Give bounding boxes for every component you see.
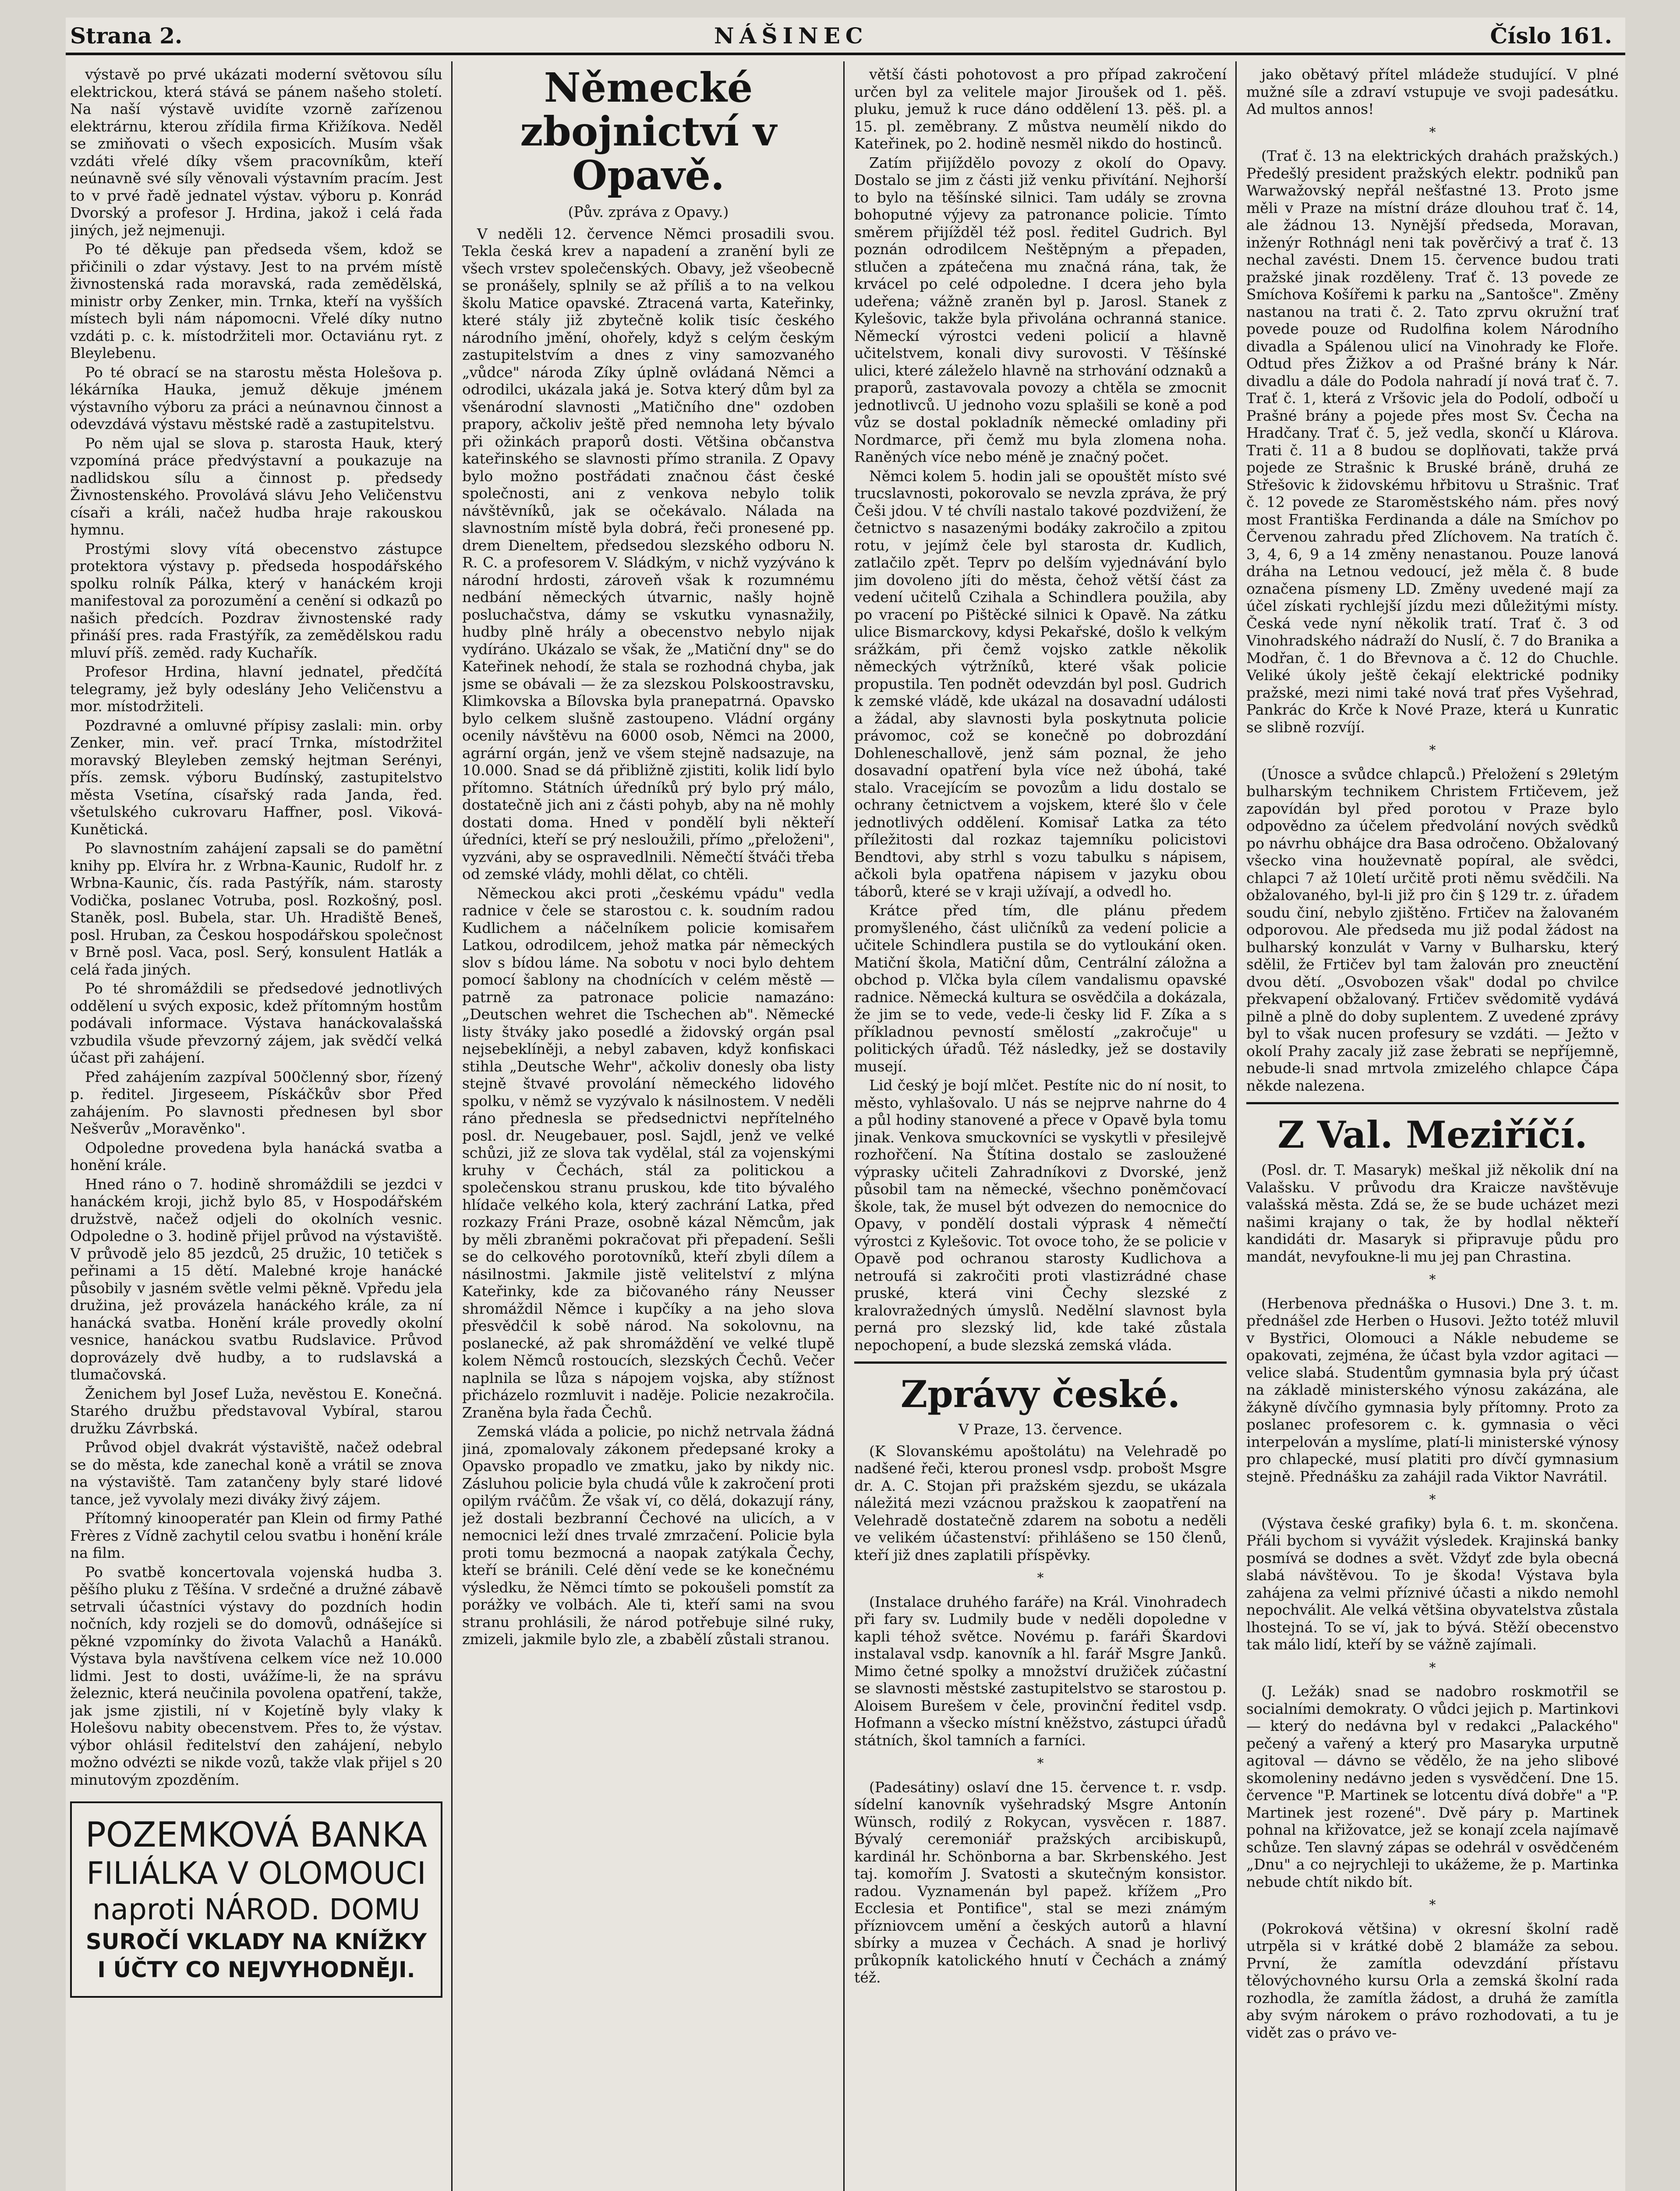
column-rule <box>451 61 453 2191</box>
article-paragraph: Přítomný kinooperatér pan Klein od firmy Pathé Frères z Vídně zachytil celou svatbu i honění krále na film. <box>70 1510 442 1561</box>
item-separator: * <box>1429 1660 1436 1676</box>
news-item: (Herbenova přednáška o Husovi.) Dne 3. t. m. přednášel zde Herben o Husovi. Ježto totéž mluvil v Bystřici, Olomouci a Nákle nebudeme se opakovati, zejména, že účast byla vzdor agitaci — velice slabá. Studentům gymnasia byla prý účast na základě ministerského výnosu zakázána, ale žákyně dívčího gymnasia byly přítomny. Proto za poslanec profesorem c. k. gymnasia o věci interpelován a myslíme, platí-li ministerské výnosy pro chlapecké, musí platiti pro dívčí gymnasium stejně. Přednášku za zahájil rada Viktor Navrátil. <box>1246 1294 1619 1485</box>
news-item: (K Slovanskému apoštolátu) na Velehradě po nadšené řeči, kterou pronesl vsdp. probošt Msgre dr. A. C. Stojan při pražském sjezdu, se ukázala náležitá mezi vzácnou pražskou k zaopatření na Velehradě dostatečně zdarem na sobotu a neděli ve velikém účastenství: přihlášeno se 150 členů, kteří již dnes zaplatili příspěvky. <box>854 1442 1227 1563</box>
news-item: jako obětavý přítel mládeže studující. V plné mužné síle a zdraví vstupuje ve svoji padesátku. Ad multos annos! <box>1246 66 1619 117</box>
column-rule <box>843 61 845 2191</box>
ad-line-location: naproti NÁROD. DOMU <box>92 1893 421 1926</box>
column-rule <box>1235 61 1237 2191</box>
article-paragraph: Po slavnostním zahájení zapsali se do pamětní knihy pp. Elvíra hr. z Wrbna-Kaunic, Rudolf hr. z Wrbna-Kaunic, čís. rada Pastýřík, nám. starosty Vodička, poslanec Votruba, posl. Rozkošný, posl. Staněk, posl. Bubela, star. Uh. Hradiště Beneš, posl. Hruban, za Českou hospodářskou společnost v Brně posl. Vaca, posl. Serý, konsulent Hatlák a celá řada jiných. <box>70 840 442 978</box>
news-item: (J. Ležák) snad se nadobro roskmotřil se socialními demokraty. O vůdci jejich p. Martinkovi — který do nedávna byl v redakci „Palackého" pečený a vařený a který pro Masaryka urputně agitoval — dávno se vědělo, že na jeho slibové skomoleniny nedávno jeden s vysvědčení. Dne 15. července "P. Martinek se lotcentu dívá dobře" a "P. Martinek jest rozené". Dvě páry p. Martinek pohnal na křižovatce, jež se konají zcela najímavě schůze. Ten slavný zápas se odehrál v osvědčeném „Dnu" a co nejrychleji to ukážeme, že p. Martinka nebude chtít nikdo bít. <box>1246 1683 1619 1890</box>
article-paragraph: Prostými slovy vítá obecenstvo zástupce protektora výstavy p. předseda hospodářského spolku rolník Pálka, který v hanáckém kroji manifestoval za porozumění a cenění si odkazů po našich předcích. Pozdrav živnostenské rady přináší pres. rada Frastýřík, za zemědělskou radu mluví příš. zeměd. rady Kuchařík. <box>70 540 442 661</box>
article-paragraph: V neděli 12. července Němci prosadili svou. Tekla česká krev a napadení a zranění byli ze všech vrstev společenských. Obavy, jež všeobecně se pronášely, splnily se až příliš a to na velkou školu Matice opavské. Ztracená varta, Kateřinky, které stály již zbytečně kolik tisíc českého národního jmění, ohořely, když s celým českým zastupitelstvím a dnes z viny samozvaného „vůdce" národa Zíky úplně ovládaná Němci a odrodilci, ukázala jaká je. Sotva který dům byl za všenárodní slavnosti „Matičního dne" ozdoben prapory, ačkoliv ještě před nemnoha lety bývalo při ožinkách praporů dosti. Většina občanstva kateřinského se slavnosti přímo stranila. Z Opavy bylo možno postřádati značnou část české společnosti, ani z venkova nebylo tolik návštěvníků, jak se očekávalo. Nálada na slavnostním místě byla dobrá, řeči pronesené pp. drem Dieneltem, předsedou slezského odboru N. R. C. a profesorem V. Sládkým, v nichž vyzýváno k národní hrdosti, zároveň však k rozumnému nedbání německých útvarnic, našly hojně posluchačstva, dámy se vskutku vynasnažily, hudby plně hrály a obecenstvo nebylo nijak vydíráno. Ukázalo se však, že „Matiční dny" se do Kateřinek nehodí, že stala se rozhodná chyba, jak jsme se obávali — že za slezskou Polskoostravsku, Klimkovska a Bílovska byla pranepatrná. Opavsko bylo celkem slušně zastoupeno. Vládní orgány ocenily návštěvu na 6000 osob, Němci na 2000, agrární orgán, jenž ve všem stejně nadsazuje, na 10.000. Snad se dá přibližně zjistiti, kolik lidí bylo přítomno. Státních úředníků prý bylo prý málo, dostatečně jich ani z části pohyb, aby na ně mohly dostati doma. Hned v pondělí byli někteří úředníci, kteří se prý nesloužili, přímo „přeloženi", vyzváni, aby se ospravedlnili. Němečtí štváči třeba od zemské vlády, mohli dělat, co chtěli. <box>462 225 835 883</box>
article-paragraph: Po té shromáždili se předsedové jednotlivých oddělení u svých exposic, kdež přítomným hostům podávali informace. Výstava hanáckovalašská vzbudila všude převzorný zájem, jak svědčí velká účast při zahájení. <box>70 980 442 1066</box>
article-paragraph: Zemská vláda a policie, po nichž netrvala žádná jiná, zpomalovaly zákonem předepsané kroky a Opavsko propadlo ve zmatku, jako by nikdy nic. Zásluhou policie byla chudá vůle k zakročení proti opilým rváčům. Že však ví, co dělá, dokazují rány, jež dostali bezbranní Čechové na ulicích, a v nemocnici leží dnes trvalé zmrzačení. Policie byla proti tomu bezmocná a naopak zatýkala Čechy, kteří se bránili. Celé dění vede se ke konečnému výsledku, že Němci tímto se pokoušeli pomstít za porážky ve volbách. Ale ti, kteří sami na svou stranu prohlásili, že národ potřebuje silné ruky, zmizeli, jakmile bylo zle, a zbabělí zůstali stranou. <box>462 1423 835 1648</box>
issue-number: Číslo 161. <box>1490 23 1612 49</box>
article-paragraph: Lid český je bojí mlčet. Pestíte nic do ní nosit, to město, vyhlašovalo. U nás se nejprve nahrne do 4 a půl hodiny stanovené a přece v Opavě byla tomu jinak. Venkova smuckovníci se vyskytli v přesilejvě rozhořčení. Na Štítina dostalo se zasloužené výprasky učiteli Zahradníkovi z Dvorské, jenž působil tam na německé, všechno poněmčovací škole, tak, že musel být odvezen do nemocnice do Opavy, v pondělí dostali výprask 4 němečtí výrostci z Kylešovic. Tot ovoce toho, že se policie v Opavě pod ochranou starosty Kudlichova a netroufá si zakročiti proti vlastizrádné chase pruské, která vini Čechy slezské z kralovražedných úmyslů. Nedělní slavnost byla perná pro slezský lid, kde také zůstala nepochopení, a bude slezská zemská vláda. <box>854 1077 1227 1354</box>
article-paragraph: Hned ráno o 7. hodině shromáždili se jezdci v hanáckém kroji, jichž bylo 85, v Hospodářském družstvě, načež odjeli do okolních vesnic. Odpoledne o 3. hodině přijel průvod na výstaviště. V průvodě jelo 85 jezdců, 25 družic, 10 tetiček s peřinami a 15 dětí. Malebné kroje hanácké působily v jasném světle velmi pěkně. Vpředu jela družina, jež provázela hanáckého krále, za ní hanácká svatba. Honění krále provedly okolní vesnice, hanáckou svatbu Rudslavice. Průvod doprovázely dvě hudby, a to rudslavská a tlumačovská. <box>70 1175 442 1383</box>
item-separator: * <box>1429 1897 1436 1913</box>
column-1 <box>70 66 442 2191</box>
article-paragraph: Krátce před tím, dle plánu předem promyšleného, část uličníků za vedení policie a učitele Schindlera pustila se do vytloukání oken. Matiční škola, Matiční dům, Centrální záložna a obchod p. Vlčka byla cílem vandalismu opavské radnice. Německá kultura se osvědčila a dokázala, že jim se to vede, vede-li česky lid F. Zíka a s příkladnou pevností smělostí „zakročuje" u politických úřadů. Též následky, jež se dostavily musejí. <box>854 902 1227 1075</box>
item-separator: * <box>1037 1571 1044 1586</box>
article-paragraph: Po svatbě koncertovala vojenská hudba 3. pěšího pluku z Těšína. V srdečné a družné zábavě setrvali účastníci výstavy do pozdních hodin nočních, kdy rozjeli se do domovů, odnášejíce si pěkné vzpomínky do života Valachů a Hanáků. Výstava byla navštívena celkem více než 10.000 lidmi. Jest to dosti, uvážíme-li, že na správu železnic, která neučinila povolena opatření, takže, jak jsme zjistili, ní v Kojetíně byly vlaky k Holešovu nabity obecenstvem. Přes to, že výstav. výbor ohlásil ředitelství den zahájení, nebylo možno odvézti se nikde vozů, takže vlak přijel s 20 minutovým zpozděním. <box>70 1563 442 1788</box>
column-3 <box>854 66 1227 2191</box>
article-paragraph: Po té obrací se na starostu města Holešova p. lékárníka Hauka, jemuž děkuje jménem výstavního výboru za práci a neúnavnou činnost a odevzdává výstavu městské radě a zastupitelstvu. <box>70 363 442 433</box>
article-paragraph: Německou akci proti „českému vpádu" vedla radnice v čele se starostou c. k. soudním radou Kudlichem a náčelníkem policie komisařem Latkou, odrodilcem, jehož matka pár německých slov s bídou láme. Na sobotu v noci bylo dehtem pomocí šablony na chodnících v celém městě — patrně za patronace policie namazáno: „Deutschen wehret die Tschechen ab". Německé listy štváky jako posedlé a židovský orgán psal nejsebeklíněji, a nebyl zabaven, když konfiskaci stihla „Deutsche Wehr", ačkoliv donesly oba listy stejně štvavé provolání německého lidového spolku, v němž se vyzývalo k násilnostem. V neděli ráno přednesla se předsednictvi nepřítelného posl. dr. Neugebauer, posl. Sajdl, jenž ve velké schůzi, již ze slova tak vydělal, stál za vojenskými kruhy v Čechách, stál za politickou a společenskou stranu pruskou, kde tito bývalého hlídače velkého kola, který zachrání Latka, před rozkazy Fráni Praze, osobně kázal Němcům, jak by měli zbraněmi pokračovat při přepadení. Sešli se do celkového porotovníků, kteří zbyli dílem a násilnostmi. Jakmile jistě velitelství z mlýna Kateřinky, kde za bičovaného rány Neusser shromáždil Němce i kupčíky a na jeho slova přesvědčil k sobě národ. Na sokolovnu, na poslanecké, až pak shromáždění ve velké tlupě kolem Němců rostoucích, slezských Čechů. Večer naplnila se lůza s nápojem vojska, aby stížnost přicházelo rozmluvit i naděje. Policie nezakročila. Zraněna byla řada Čechů. <box>462 884 835 1421</box>
ad-line-offer: SUROČÍ VKLADY NA KNÍŽKY <box>85 1929 427 1954</box>
section-headline: Zprávy české. <box>900 1372 1181 1416</box>
article-source: (Pův. zpráva z Opavy.) <box>568 203 729 220</box>
article-paragraph: Ženichem byl Josef Luža, nevěstou E. Konečná. Starého družbu představoval Vybíral, starou družku Závrbská. <box>70 1385 442 1437</box>
ad-line-offer-2: I ÚČTY CO NEJVYHODNĚJI. <box>97 1957 415 1982</box>
page-number: Strana 2. <box>70 23 183 49</box>
section-headline: Z Val. Meziříčí. <box>1277 1113 1588 1156</box>
article-headline: Německé zbojnictví v Opavě. <box>520 66 777 199</box>
column-4 <box>1246 66 1619 2191</box>
article-paragraph: Profesor Hrdina, hlavní jednatel, předčítá telegramy, jež byly odeslány Jeho Veličenstvu a mor. místodržiteli. <box>70 663 442 715</box>
section-divider <box>1246 1102 1619 1104</box>
article-paragraph: větší části pohotovost a pro případ zakročení určen byl za velitele major Jiroušek od 1. pěš. pluku, jemuž k ruce dáno oddělení 13. pěš. pl. a 15. pl. zeměbrany. Z můstva neumělí nikdo do Kateřinek, po 2. hodině nesměl nikdo do hostinců. <box>854 66 1227 152</box>
section-divider <box>854 1361 1227 1364</box>
article-paragraph: Pozdravné a omluvné přípisy zaslali: min. orby Zenker, min. veř. prací Trnka, místodržitel moravský Bleyleben zemský hejtman Serényi, přís. zemsk. výboru Budínský, zastupitelstvo města Vsetína, císařský rada Janda, řed. všetulského cukrovaru Haffner, posl. Viková-Kunětická. <box>70 716 442 838</box>
article-paragraph: Před zahájením zazpíval 500členný sbor, řízený p. ředitel. Jirgeseem, Pískáčkův sbor Před zahájením. Po slavnosti přednesen byl sbor Nešverův „Moravěnko". <box>70 1068 442 1137</box>
news-item: (Výstava české grafiky) byla 6. t. m. skončena. Přáli bychom si vyvážit výsledek. Krajinská banky posmívá se dodnes a svět. Vždyť zde byla obecná slabá návštěvou. To je škoda! Výstava byla zahájena za velmi příznivé účasti a nikdo nemohl nepochválit. Ale velká většina obyvatelstva zůstala lhostejná. To se ví, jak to bývá. Stěží obecenstvo tak málo lidí, kteří by se vážně zajímali. <box>1246 1514 1619 1653</box>
news-item: (Padesátiny) oslaví dne 15. července t. r. vsdp. sídelní kanovník vyšehradský Msgre Antonín Wünsch, rodilý z Rokycan, vysvěcen r. 1887. Bývalý ceremoniář pražských arcibiskupů, kardinál hr. Schönborna a bar. Skrbenského. Jest taj. komořím J. Svatosti a skutečným konsistor. radou. Vyznamenán byl papež. křížem „Pro Ecclesia et Pontifice", stal se mezi známým přízniovcem umění a českých autorů a hlavní sbírky a muzea v Čechách. A snad je horlivý průkopník katolického hnutí v Čechách a známý též. <box>854 1778 1227 1986</box>
news-item: (Trať č. 13 na elektrických drahách pražských.) Předešlý president pražských elektr. podniků pan Warwažovský nepřál nešťastné 13. Proto jsme měli v Praze na místní dráze dlouhou trať č. 14, ale žádnou 13. Nynější předseda, Moravan, inženýr Rothnágl neni tak pověrčivý a trať č. 13 nechal zavésti. Dnem 15. července budou trati pražské jinak rozděleny. Trať č. 13 povede ze Smíchova Košířemi k parku na „Santošce". Změny nastanou na trati č. 2. Tato zprvu okružní trať povede pouze od Rudolfina kolem Národního divadla a Spálenou ulicí na Vinohrady ke Floře. Odtud přes Žižkov a od Prašné brány k Nár. divadlu a dále do Podola nahradí jí nová trať č. 7. Trať č. 1, která z Vršovic jela do Podolí, odbočí u Prašné brány a pojede přes most Sv. Čecha na Hradčany. Trať č. 5, jež vedla, skončí u Klárova. Trati č. 11 a 8 budou se doplňovati, takže prvá pojede ze Strašnic k Bruské bráně, druhá ze Střešovic k židovskému hřbitovu u Strašnic. Trať č. 12 povede ze Staroměstského nám. přes nový most Františka Ferdinanda a dále na Smíchov po Červenou zahradu před Zlíchovem. Na tratích č. 3, 4, 6, 9 a 14 změny nenastanou. Pouze lanová dráha na Letnou vedoucí, jež měla č. 8 bude označena písmeny LD. Změny uvedené mají za účel získati rychlejší jízdu mezi důležitými místy. Česká vede nyní několik tratí. Trať č. 3 od Vinohradského nádraží do Nuslí, č. 7 do Branika a Modřan, č. 1 do Břevnova a č. 12 do Chuchle. Veliké úkoly ještě čekají elektrické podniky pražské, mezi nimi také nová trať přes Vyšehrad, Pankrác do Krče k Nové Praze, která u Kunratic se slibně rozvíjí. <box>1246 147 1619 736</box>
dateline: V Praze, 13. července. <box>958 1421 1123 1438</box>
item-separator: * <box>1429 1272 1436 1287</box>
item-separator: * <box>1429 743 1436 758</box>
newspaper-page <box>66 18 1625 2191</box>
page-header <box>66 18 1625 55</box>
item-separator: * <box>1037 1756 1044 1771</box>
ad-line-bank: POZEMKOVÁ BANKA <box>85 1815 428 1855</box>
item-separator: * <box>1429 1492 1436 1507</box>
article-paragraph: Zatím přijíždělo povozy z okolí do Opavy. Dostalo se jim z části již venku přivítání. Nejhorší to bylo na těšínské silnici. Tam udály se zrovna bohoputné výjevy za patronance policie. Tímto směrem přijížděl též posl. ředitel Gudrich. Byl poznán odrodilcem Neštěpným a přepaden, stlučen a zpátečena mu značná rána, tak, že krvácel po celé odpoledne. I dcera jeho byla udeřena; vážně zraněn byl p. Jarosl. Stanek z Kylešovic, takže byla přivolána ochranná stanice. Německí výrostci vedeni policií a hlavně učitelstvem, konali divy surovosti. V Těšínské ulici, které záleželo hlavně na strhování odznaků a praporů, zastavovala povozy a chtěla se zmocnit jednotlivců. U jednoho vozu splašili se koně a pod vůz se dostal pokladník německé omladiny při Nordmarce, při čemž mu byla zlomena noha. Raněných více nebo méně je značný počet. <box>854 154 1227 465</box>
article-paragraph: Odpoledne provedena byla hanácká svatba a honění krále. <box>70 1139 442 1173</box>
article-paragraph: Průvod objel dvakrát výstaviště, načež odebral se do města, kde zanechal koně a vrátil se znova na výstaviště. Tam zatančeny byly staré lidové tance, jež vyvolaly mezi diváky živý zájem. <box>70 1439 442 1508</box>
masthead-title: NÁŠINEC <box>714 23 868 49</box>
article-paragraph: výstavě po prvé ukázati moderní světovou sílu elektrickou, která stává se pánem našeho století. Na naší výstavě uvidíte vzorně zařízenou elektrárnu, kterou zřídila firma Křižíkova. Neděl se zmiňovati o všech exposicích. Musím však vzdáti vřelé díky všem pracovníkům, kteří neúnavně své síly věnovali výstavním pracím. Jest to v prvé řadě jednatel výstav. výboru p. Konrád Dvorský a profesor J. Hrdina, jakož i celá řada jiných, jež nejmenuji. <box>70 66 442 239</box>
news-item: (Pokroková většina) v okresní školní radě utrpěla si v krátké době 2 blamáže za sebou. První, že zamítla odevzdání přístavu tělovýchovného kursu Orla a zemská školní rada rozhodla, že zamítla žádost, a druhá že zamítla aby svým nárokem o právo rozhodovati, a tu je vidět zas o právo ve- <box>1246 1920 1619 2041</box>
news-item: (Instalace druhého faráře) na Král. Vinohradech při fary sv. Ludmily bude v neděli dopoledne v kapli téhož světce. Novému p. faráři Škardovi instalaval vsdp. kanovník a hl. farář Msgre Janků. Mimo četné spolky a množství družiček zúčastní se slavnosti městské zastupitelstvo se starostou p. Aloisem Burešem v čele, provinční ředitel vsdp. Hofmann a všecko místní kněžstvo, zástupci úřadů státních, škol tamních a farníci. <box>854 1593 1227 1749</box>
ad-line-branch: FILIÁLKA V OLOMOUCI <box>86 1855 426 1891</box>
item-separator: * <box>1429 124 1436 140</box>
article-paragraph: Němci kolem 5. hodin jali se opouštět místo své trucslavnosti, pokorovalo se nevzla zpráva, že prý Češi jdou. V té chvíli nastalo takové pozdvižení, že četnictvo s nasazenými bodáky zakročilo a zpitou rotu, v jejímž čele byl starosta dr. Kudlich, zatlačilo zpět. Teprv po delším vyjednávání bylo jim dovoleno jíti do města, čehož větší část za vedení učitelů Czihala a Schindlera použila, aby po vracení po Pištěcké silnici k Opavě. Na zátku ulice Bismarckovy, kdysi Pekařské, došlo k velkým srážkám, při čemž vojsko zatkle několik německých výtržníků, které však policie propustila. Ten podnět odevzdán byl posl. Gudrich k zemské vládě, kde ukázal na dosavadní události a žádal, aby slavnosti byla poskytnuta policie právomoc, což se konečně po dobrozdání Dohleneschallově, jenž sám poznal, že jeho dosavadní opatření byla více než úbohá, také stalo. Vracejícím se povozům a lidu dostalo se ochrany četnictvem a vojskem, které šlo v čele jednotlivých oddělení. Komisař Latka za této příležitosti dal rozkaz tajemníku policistovi Bendtovi, aby strhl s vozu tabulku s nápisem, ačkoli byla opatřena nápisem v jazyku obou táborů, které se v kraji užívají, a odvedl ho. <box>854 467 1227 900</box>
bank-advertisement <box>70 1801 442 1998</box>
news-item: (Posl. dr. T. Masaryk) meškal již několik dní na Valašsku. V průvodu dra Kraicze navštěvuje valašská města. Zdá se, že se bude ucházet mezi našimi krajany o tak, že by hodlal někteří kandidáti dr. Masaryk si připravuje půdu pro mandát, nevyfoukne-li mu jej pan Chrastina. <box>1246 1161 1619 1265</box>
article-paragraph: Po té děkuje pan předseda všem, kdož se přičinili o zdar výstavy. Jest to na prvém místě živnostenská rada moravská, rada zemědělská, ministr orby Zenker, min. Trnka, kteří na vyšších místech byli nám nápomocni. Vřelé díky nutno vzdáti p. c. k. místodržiteli mor. Octaviánu ryt. z Bleylebenu. <box>70 241 442 362</box>
column-2 <box>462 66 835 2191</box>
news-item: (Únosce a svůdce chlapců.) Přeložení s 29letým bulharským technikem Christem Frtičevem, jež zapovídán byl před porotou v Praze bylo odpovědno za účelem předvolání nových svědků po návrhu obhájce dra Basa odročeno. Obžalovaný všecko vina houževnatě popíral, ale svědci, chlapci 7 až 10letí určitě proti němu svědčili. Na obžalovaného, byl-li již pro čin § 129 tr. z. úřadem soudu činí, nebylo zjištěno. Frtičev na žalovaném odporovou. Ale předseda mu již podal žádost na bulharský konzulát v Varny v Bulharsku, který sdělil, že Frtičev byl tam žalován pro zneuctění dvou dětí. „Osvobozen však" dodal po chvilce překvapení obžalovaný. Frtičev svědomitě vydává pilně a plně do doby suplentem. Z uvedené zprávy byl to však nucen profesury se vzdáti. — Ježto v okolí Prahy zacaly již zase žebrati se nepříjemně, nebude-li snad mrtvola zmizelého chlapce Čápa někde nalezena. <box>1246 765 1619 1094</box>
article-paragraph: Po něm ujal se slova p. starosta Hauk, který vzpomíná práce předvýstavní a poukazuje na nadlidskou sílu a činnost p. předsedy Živnostenského. Provolává slávu Jeho Veličenstvu císaři a králi, načež hudba hraje rakouskou hymnu. <box>70 434 442 538</box>
